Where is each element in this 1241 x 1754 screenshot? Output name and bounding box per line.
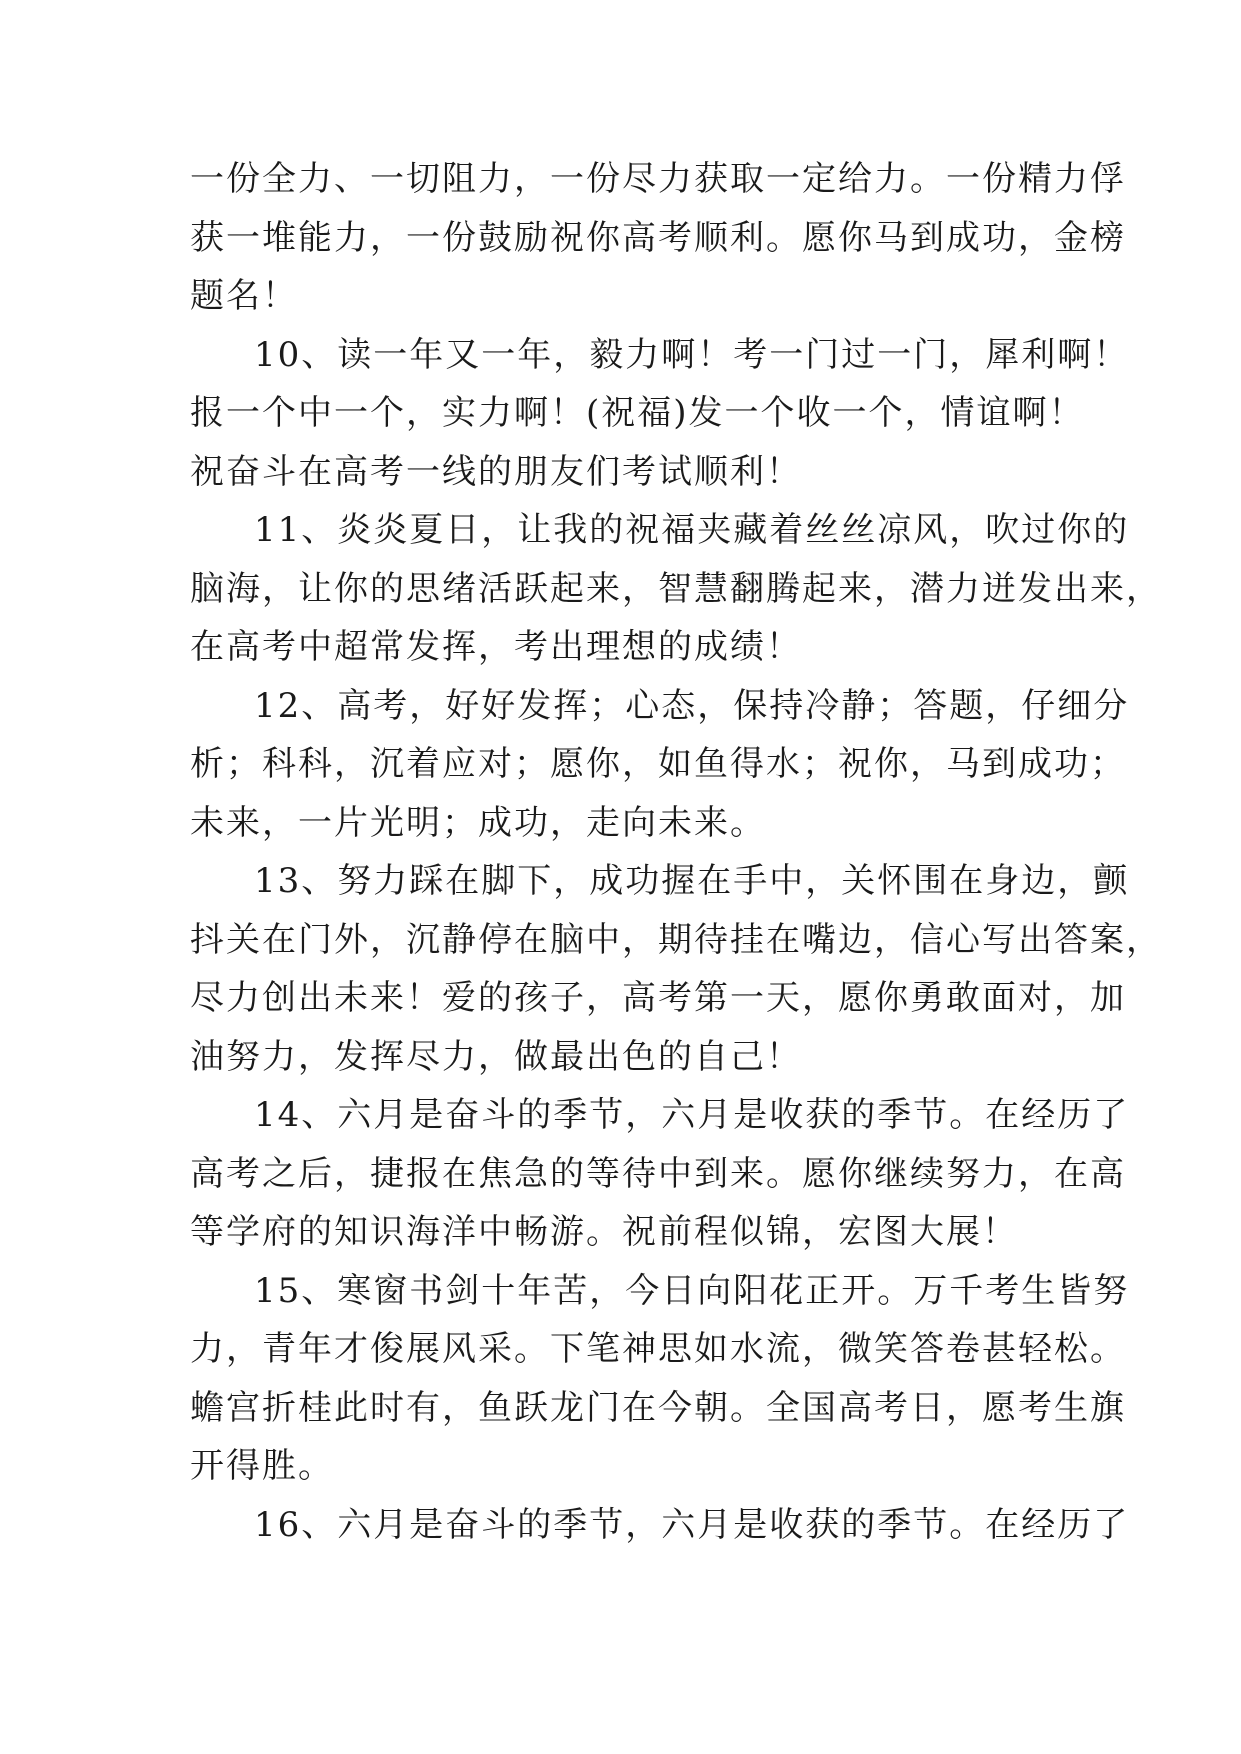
text-line: 在高考中超常发挥，考出理想的成绩！ bbox=[190, 627, 802, 667]
text-line: 题名！ bbox=[190, 276, 298, 316]
paragraph-16-start: 16、六月是奋斗的季节，六月是收获的季节。在经历了 bbox=[254, 1504, 1130, 1545]
text-line: 析；科科，沉着应对；愿你，如鱼得水；祝你，马到成功； bbox=[190, 744, 1126, 784]
text-line: 一份全力、一切阻力，一份尽力获取一定给力。一份精力俘 bbox=[190, 159, 1126, 199]
paragraph-15-start: 15、寒窗书剑十年苦，今日向阳花正开。万千考生皆努 bbox=[254, 1270, 1130, 1311]
text-line: 尽力创出未来！爱的孩子，高考第一天，愿你勇敢面对，加 bbox=[190, 978, 1126, 1018]
paragraph-14-start: 14、六月是奋斗的季节，六月是收获的季节。在经历了 bbox=[254, 1095, 1130, 1135]
text-line: 脑海，让你的思绪活跃起来，智慧翻腾起来，潜力迸发出来， bbox=[190, 568, 1162, 609]
text-line: 祝奋斗在高考一线的朋友们考试顺利！ bbox=[190, 451, 802, 492]
document-page bbox=[190, 150, 1162, 1554]
text-line: 油努力，发挥尽力，做最出色的自己！ bbox=[190, 1036, 802, 1077]
paragraph-12-start: 12、高考，好好发挥；心态，保持冷静；答题，仔细分 bbox=[254, 685, 1130, 726]
text-line: 开得胜。 bbox=[190, 1446, 334, 1486]
text-line: 力，青年才俊展风采。下笔神思如水流，微笑答卷甚轻松。 bbox=[190, 1329, 1126, 1369]
text-line: 报一个中一个，实力啊！(祝福)发一个收一个，情谊啊！ bbox=[190, 393, 1085, 433]
text-line: 高考之后，捷报在焦急的等待中到来。愿你继续努力，在高 bbox=[190, 1153, 1126, 1194]
paragraph-10-start: 10、读一年又一年，毅力啊！考一门过一门，犀利啊！ bbox=[254, 334, 1130, 375]
text-line: 获一堆能力，一份鼓励祝你高考顺利。愿你马到成功，金榜 bbox=[190, 217, 1126, 258]
text-line: 抖关在门外，沉静停在脑中，期待挂在嘴边，信心写出答案， bbox=[190, 919, 1162, 960]
paragraph-11-start: 11、炎炎夏日，让我的祝福夹藏着丝丝凉风，吹过你的 bbox=[254, 510, 1130, 550]
paragraph-13-start: 13、努力踩在脚下，成功握在手中，关怀围在身边，颤 bbox=[254, 861, 1130, 901]
text-line: 等学府的知识海洋中畅游。祝前程似锦，宏图大展！ bbox=[190, 1212, 1018, 1252]
text-line: 蟾宫折桂此时有，鱼跃龙门在今朝。全国高考日，愿考生旗 bbox=[190, 1387, 1126, 1428]
text-line: 未来，一片光明；成功，走向未来。 bbox=[190, 802, 766, 843]
